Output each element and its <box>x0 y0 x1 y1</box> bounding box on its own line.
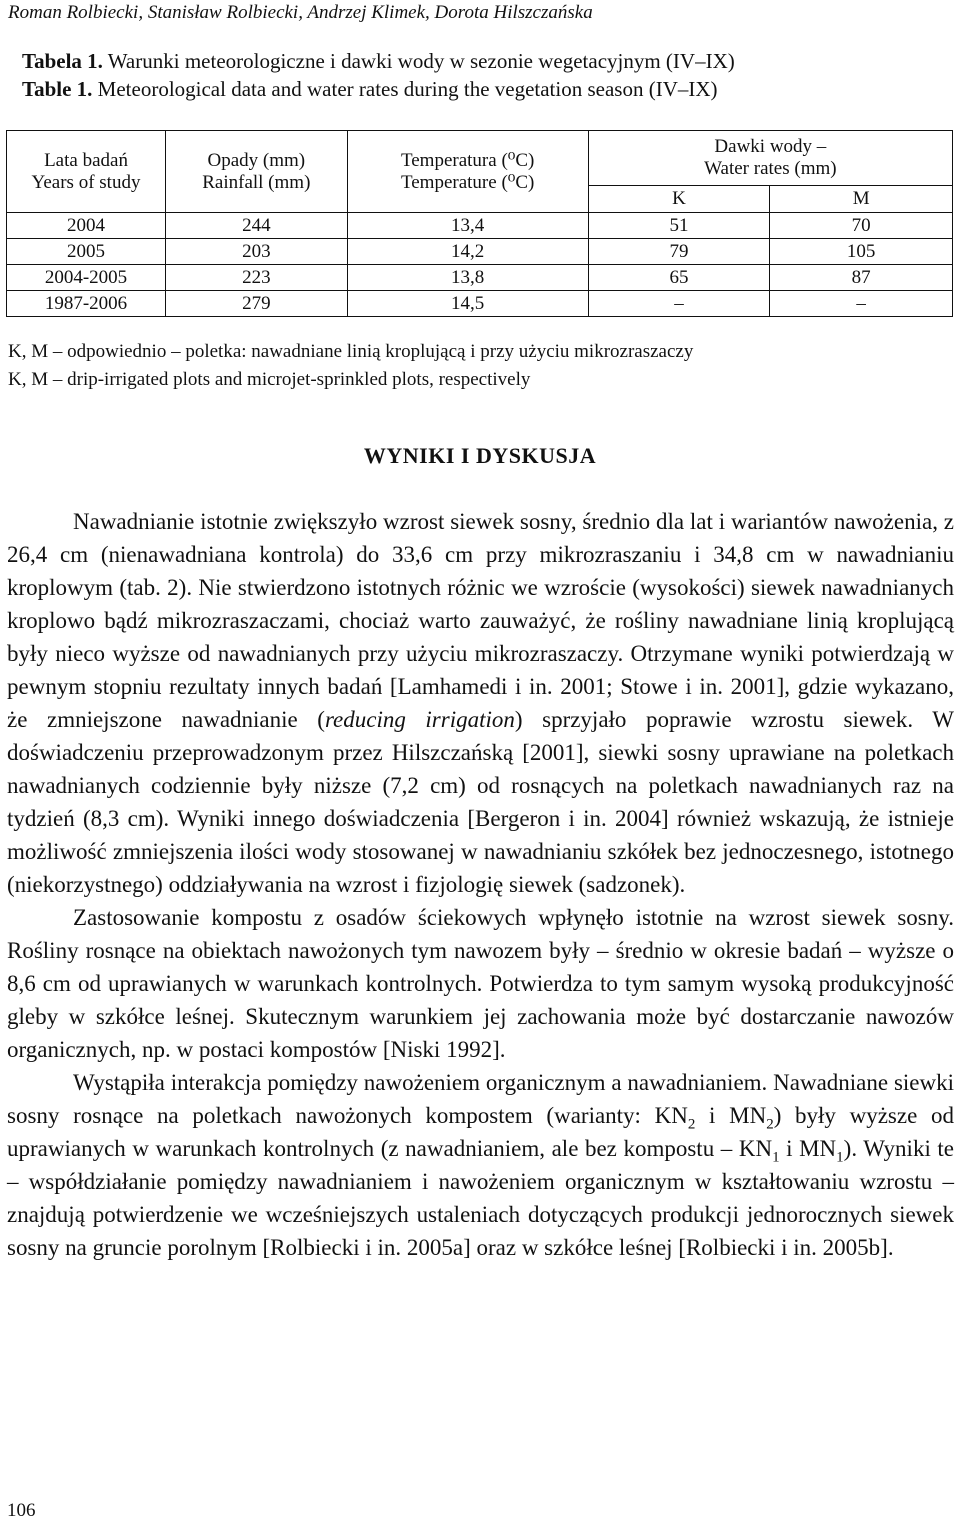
table-caption-en-label: Table 1. <box>22 77 93 101</box>
section-title: WYNIKI I DYSKUSJA <box>363 443 597 468</box>
table-row <box>7 265 953 291</box>
table-caption-en <box>22 75 718 103</box>
table-cell: 87 <box>770 265 953 291</box>
table-cell: 244 <box>166 213 348 239</box>
paragraph-3-part-c: ) były wyższe od uprawianych w warunkach kontrolnych (z nawadnianiem, ale bez kompostu – KN <box>7 1103 954 1161</box>
table-cell: 13,4 <box>347 213 588 239</box>
table-caption-pl-label: Tabela 1. <box>22 49 103 73</box>
page-number: 106 <box>7 1500 36 1521</box>
table-cell: 79 <box>588 239 770 265</box>
header-rainfall-pl: Opady (mm) <box>207 149 306 171</box>
paragraph-3 <box>7 1066 954 1264</box>
paragraph-1-part-a: Nawadnianie istotnie zwiększyło wzrost siewek sosny, średnio dla lat i wariantów nawożenia, z 26,4 cm (nienawadniana kontrola) do 33,6 cm przy mikrozraszaniu i 34,8 cm w nawadnianiu kroplowym (tab. 2). Nie stwierdzono istotnych różnic we wzroście (wysokości) siewek nawadnianych kroplowo bądź mikrozraszaczami, chociaż warto zauważyć, że rośliny nawadniane linią kroplującą były nieco wyższe od nawadnianych przy użyciu mikrozraszaczy. Otrzymane wyniki potwierdzają w pewnym stopniu rezultaty innych badań [Lamhamedi i in. 2001; Stowe i in. 2001], gdzie wykazano, że zmniejszone nawadnianie ( <box>7 509 954 732</box>
subscript-1: 1 <box>772 1149 780 1166</box>
header-years-pl: Lata badań <box>44 149 128 171</box>
table-note-en: K, M – drip-irrigated plots and microjet-sprinkled plots, respectively <box>8 369 531 390</box>
header-m: M <box>770 186 953 213</box>
header-rainfall <box>166 131 348 213</box>
table-caption-pl <box>22 47 735 75</box>
paragraph-3-part-a: Wystąpiła interakcja pomiędzy nawożeniem organicznym a nawadnianiem. Nawadniane siewki sosny rosnące na poletkach nawożonych kompostem (warianty: KN <box>7 1070 954 1128</box>
table-cell: 223 <box>166 265 348 291</box>
table-cell: 203 <box>166 239 348 265</box>
paragraph-1 <box>7 505 954 901</box>
table-note-pl: K, M – odpowiednio – poletka: nawadniane linią kroplującą i przy użyciu mikrozraszaczy <box>8 341 694 362</box>
header-k: K <box>588 186 770 213</box>
header-temperature-en: Temperature (⁰C) <box>400 171 535 193</box>
table-caption-pl-text: Warunki meteorologiczne i dawki wody w sezonie wegetacyjnym (IV–IX) <box>107 49 735 73</box>
subscript-2: 2 <box>687 1116 696 1133</box>
table-cell: 14,2 <box>347 239 588 265</box>
table-header-row <box>7 131 953 186</box>
table-row <box>7 239 953 265</box>
table-cell: 2004 <box>7 213 166 239</box>
table-cell: – <box>588 291 770 317</box>
header-years <box>7 131 166 213</box>
table-cell: – <box>770 291 953 317</box>
paragraph-2: Zastosowanie kompostu z osadów ściekowych wpłynęło istotnie na wzrost siewek sosny. Rośliny rosnące na obiektach nawożonych tym nawozem były – średnio w okresie badań – wyższe o 8,6 cm od uprawianych w warunkach kontrolnych. Potwierdza to tym samym wysoką produkcyjność gleby w szkółce leśnej. Skutecznym warunkiem jej zachowania może być dostarczanie nawozów organicznych, np. w postaci kompostów [Niski 1992]. <box>7 905 954 1062</box>
table-cell: 13,8 <box>347 265 588 291</box>
header-temperature <box>347 131 588 213</box>
body-text <box>7 505 954 1264</box>
paragraph-1-italic-term: reducing irrigation <box>324 707 515 732</box>
paragraph-3-part-b: i MN <box>695 1103 767 1128</box>
header-water-rates-en: Water rates (mm) <box>704 158 837 179</box>
table-cell: 2004-2005 <box>7 265 166 291</box>
table-row <box>7 213 953 239</box>
paragraph-3-part-e: ). Wyniki te – współdziałanie pomiędzy nawadnianiem i nawożeniem organicznym w kształtowaniu wzrostu – znajdują potwierdzenie we wcześniejszych ustaleniach dotyczących produkcji jednorocznych siewek sosny na gruncie porolnym [Rolbiecki i in. 2005a] oraz w szkółce leśnej [Rolbiecki i in. 2005b]. <box>7 1136 954 1260</box>
table-row <box>7 291 953 317</box>
table-cell: 65 <box>588 265 770 291</box>
table-cell: 1987-2006 <box>7 291 166 317</box>
header-temperature-pl: Temperatura (⁰C) <box>400 149 535 171</box>
header-water-rates-pl: Dawki wody – <box>714 136 827 157</box>
meteorological-data-table <box>6 130 953 317</box>
header-rainfall-en: Rainfall (mm) <box>202 171 311 193</box>
table-cell: 70 <box>770 213 953 239</box>
subscript-2: 2 <box>766 1116 774 1133</box>
table-cell: 2005 <box>7 239 166 265</box>
paragraph-3-part-d: i MN <box>779 1136 837 1161</box>
table-cell: 279 <box>166 291 348 317</box>
table-cell: 51 <box>588 213 770 239</box>
table-cell: 14,5 <box>347 291 588 317</box>
paragraph-1-part-b: ) sprzyjało poprawie wzrostu siewek. W doświadczeniu przeprowadzonym przez Hilszczańską [2001], siewki sosny uprawiane na poletkach nawadnianych codziennie były niższe (7,2 cm) od rosnących na poletkach nawadnianych raz na tydzień (8,3 cm). Wyniki innego doświadczenia [Bergeron i in. 2004] również wskazują, że istnieje możliwość zmniejszenia ilości wody stosowanej w nawadnianiu szkółek bez jednoczesnego, istotnego (niekorzystnego) oddziaływania na wzrost i fizjologię siewek (sadzonek). <box>7 707 954 897</box>
running-header-authors: Roman Rolbiecki, Stanisław Rolbiecki, Andrzej Klimek, Dorota Hilszczańska <box>8 2 593 23</box>
subscript-1: 1 <box>836 1149 844 1166</box>
header-water-rates <box>588 131 952 186</box>
header-years-en: Years of study <box>31 171 141 193</box>
table-caption-en-text: Meteorological data and water rates during the vegetation season (IV–IX) <box>97 77 718 101</box>
table-cell: 105 <box>770 239 953 265</box>
